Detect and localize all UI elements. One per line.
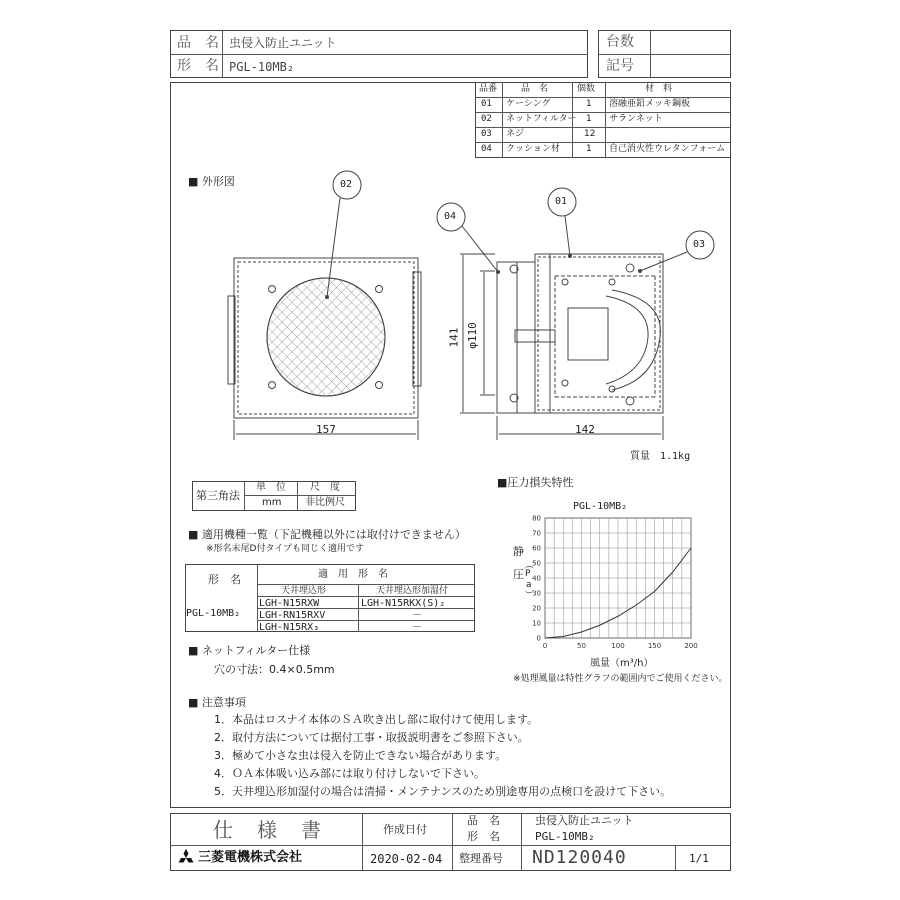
dim-depth: 142 (575, 423, 595, 436)
parts-header-material: 材 料 (645, 84, 673, 94)
parts-row-name: ケーシング (506, 99, 551, 109)
chart-y-tick: 10 (532, 619, 541, 628)
models-model: PGL-10MB₂ (186, 608, 241, 619)
notes-item: 2．取付方法については据付工事・取扱説明書をご参照下さい。 (214, 731, 529, 744)
chart-note: ※処理風量は特性グラフの範囲内でご使用ください。 (513, 674, 728, 684)
balloon-label-04: 04 (444, 211, 457, 222)
notes-item: 4．ＯＡ本体吸い込み部には取り付けしないで下さい。 (214, 767, 485, 780)
parts-row-material: 自己消火性ウレタンフォーム (609, 144, 726, 154)
chart-x-tick: 150 (647, 642, 662, 650)
scale-value: 非比例尺 (305, 497, 345, 508)
chart-y-tick: 50 (532, 559, 541, 568)
parts-row-qty: 1 (586, 114, 592, 124)
unit-value: mm (262, 497, 282, 508)
models-row-b: － (412, 610, 422, 621)
hinmei-label: 品 名 (177, 35, 219, 51)
models-subnote: ※形名末尾D付タイプも同じく適用です (206, 544, 365, 554)
filter-heading: ■ ネットフィルター仕様 (188, 644, 311, 657)
chart-ylabel-char: 静 (513, 545, 524, 558)
seiri-label: 整理番号 (459, 852, 503, 865)
mitsubishi-logo-icon (176, 849, 196, 867)
parts-row-material: 溶融亜鉛メッキ鋼板 (609, 99, 691, 109)
parts-header-name: 品 名 (521, 84, 549, 94)
product-name: 虫侵入防止ユニット (229, 36, 337, 50)
models-col-b: 天井埋込形加湿付 (376, 586, 449, 596)
filter-spec: 穴の寸法：0.4×0.5mm (214, 663, 335, 676)
doc-title: 仕 様 書 (213, 818, 323, 842)
balloon-label-01: 01 (555, 196, 568, 207)
chart-y-tick: 30 (532, 589, 541, 598)
notes-heading: ■ 注意事項 (188, 696, 246, 709)
parts-header-qty: 個数 (577, 84, 596, 94)
parts-row-qty: 12 (584, 129, 596, 139)
parts-row-material: サランネット (609, 114, 663, 124)
notes-item: 3．極めて小さな虫は侵入を防止できない場合があります。 (214, 749, 507, 762)
created-label: 作成日付 (383, 823, 427, 836)
balloon-label-03: 03 (693, 239, 706, 250)
kigo-label: 記号 (606, 58, 634, 74)
parts-row-no: 02 (481, 114, 492, 124)
models-row-a: LGH-N15RX₃ (259, 622, 320, 633)
chart-x-tick: 100 (611, 642, 625, 650)
chart-y-tick: 60 (532, 544, 541, 553)
parts-row-qty: 1 (586, 144, 592, 154)
dim-diameter: φ110 (465, 322, 479, 349)
models-row-a: LGH-RN15RXV (259, 610, 326, 621)
page-number: 1/1 (689, 852, 709, 865)
dim-height: 141 (447, 327, 461, 348)
outline-heading: ■ 外形図 (188, 175, 235, 188)
dim-width: 157 (316, 423, 336, 436)
chart-x-tick: 50 (577, 642, 586, 650)
models-row-a: LGH-N15RXW (259, 598, 320, 609)
chart-y-tick: 70 (532, 529, 541, 538)
chart-title: PGL-10MB₂ (573, 501, 628, 512)
chart-y-tick: 40 (532, 574, 541, 583)
models-col-tekiyo: 適 用 形 名 (318, 569, 388, 580)
unit-label: 単 位 (256, 482, 286, 493)
chart-ylabel-char: ） (523, 589, 534, 600)
parts-row-name: ネジ (506, 129, 525, 139)
chart-xlabel: 風量（m³/h） (590, 658, 654, 669)
notes-item: 5．天井埋込形加湿付の場合は清掃・メンテナンスのため別途専用の点検口を設けて下さい。 (214, 785, 672, 798)
projection-method: 第三角法 (196, 489, 240, 502)
models-col-a: 天井埋込形 (281, 586, 327, 596)
parts-row-name: クッション材 (506, 144, 560, 154)
product-model: PGL-10MB₂ (229, 60, 295, 74)
chart-y-tick: 20 (532, 604, 541, 613)
models-col-keimei: 形 名 (208, 573, 241, 586)
balloon-label-02: 02 (340, 179, 353, 190)
parts-row-no: 03 (481, 129, 492, 139)
seiri-no: ND120040 (532, 847, 627, 868)
models-row-b: － (412, 622, 422, 633)
scale-label: 尺 度 (310, 482, 340, 493)
chart-y-tick: 0 (536, 634, 541, 643)
parts-row-name: ネットフィルター (506, 114, 577, 124)
chart-ylabel-char: （ (523, 559, 534, 570)
chart-ylabel-char: P (525, 569, 531, 579)
parts-row-no: 04 (481, 144, 492, 154)
footer-katamei-label: 形 名 (467, 830, 500, 843)
parts-row-qty: 1 (586, 99, 592, 109)
models-heading: ■ 適用機種一覧（下記機種以外には取付けできません） (188, 528, 466, 541)
parts-header-no: 品番 (479, 84, 498, 94)
chart-y-tick: 80 (532, 514, 541, 523)
daisu-label: 台数 (606, 34, 634, 50)
created-date: 2020-02-04 (370, 852, 443, 866)
parts-row-no: 01 (481, 99, 492, 109)
chart-x-tick: 0 (542, 642, 548, 650)
chart-grid (545, 518, 691, 638)
company-name: 三菱電機株式会社 (198, 850, 303, 865)
models-row-b: LGH-N15RKX(S)₂ (361, 598, 446, 609)
footer-product-model: PGL-10MB₂ (535, 830, 595, 843)
mass-label: 質量 1.1kg (630, 451, 691, 462)
katamei-label: 形 名 (177, 58, 219, 74)
chart-x-tick: 200 (684, 642, 698, 650)
footer-hinmei-label: 品 名 (467, 814, 500, 827)
chart-section-title: ■圧力損失特性 (497, 476, 574, 489)
footer-product-name: 虫侵入防止ユニット (535, 814, 634, 827)
chart-ylabel-char: a (526, 580, 532, 590)
chart-ylabel-char: 圧 (513, 568, 524, 581)
notes-item: 1．本品はロスナイ本体のＳＡ吹き出し部に取付けて使用します。 (214, 713, 539, 726)
